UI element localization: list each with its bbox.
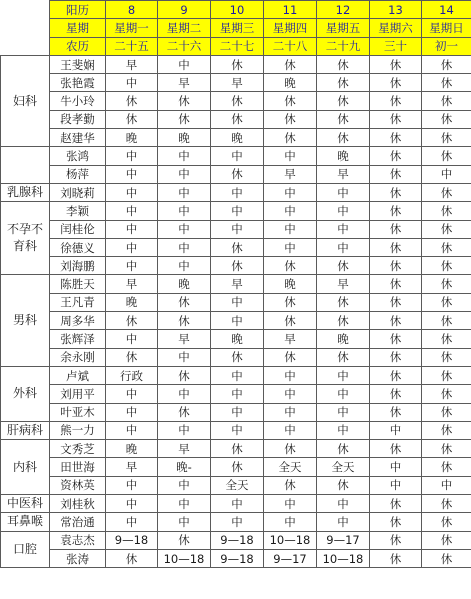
staff-name: 余永刚 [50,348,106,366]
shift-cell: 中 [264,220,317,238]
shift-cell: 中 [158,202,211,220]
shift-cell: 中 [158,385,211,403]
shift-cell: 休 [158,403,211,421]
staff-row [1,110,471,128]
staff-row [1,92,471,110]
shift-cell: 休 [264,55,317,73]
shift-cell: 休 [264,440,317,458]
shift-cell: 休 [422,293,471,311]
shift-cell: 9—18 [106,531,158,549]
shift-cell: 中 [106,202,158,220]
shift-cell: 休 [106,549,158,567]
shift-cell: 休 [422,366,471,384]
shift-cell: 晚 [317,330,370,348]
staff-name: 陈胜天 [50,275,106,293]
shift-cell: 中 [106,220,158,238]
shift-cell: 休 [422,312,471,330]
shift-cell: 中 [158,495,211,513]
shift-cell: 休 [264,92,317,110]
shift-cell: 中 [158,220,211,238]
shift-cell: 休 [317,74,370,92]
shift-cell: 休 [370,312,422,330]
staff-row [1,531,471,549]
shift-cell: 休 [370,495,422,513]
staff-row [1,312,471,330]
shift-cell: 中 [211,385,264,403]
shift-cell: 休 [370,92,422,110]
shift-cell: 早 [106,55,158,73]
shift-cell: 中 [106,238,158,256]
staff-name: 张艳霞 [50,74,106,92]
shift-cell: 中 [158,238,211,256]
shift-cell: 休 [370,202,422,220]
shift-cell: 休 [317,110,370,128]
staff-name: 赵建华 [50,129,106,147]
staff-name: 牛小玲 [50,92,106,110]
shift-cell: 休 [158,312,211,330]
header-day-cell: 星期二 [158,19,211,37]
shift-cell: 晚 [106,293,158,311]
staff-row [1,421,471,439]
shift-cell: 休 [264,348,317,366]
shift-cell: 中 [106,513,158,531]
staff-name: 王斐娴 [50,55,106,73]
staff-name: 杨萍 [50,165,106,183]
staff-row [1,202,471,220]
shift-cell: 休 [370,220,422,238]
shift-cell: 休 [158,293,211,311]
shift-cell: 休 [158,110,211,128]
shift-cell: 休 [317,293,370,311]
shift-cell: 中 [106,165,158,183]
staff-name: 刘用平 [50,385,106,403]
shift-cell: 休 [370,165,422,183]
shift-cell: 9—17 [264,549,317,567]
staff-row [1,74,471,92]
shift-cell: 中 [106,495,158,513]
shift-cell: 休 [422,202,471,220]
shift-cell: 休 [317,440,370,458]
shift-cell: 中 [106,385,158,403]
shift-cell: 休 [211,110,264,128]
shift-cell: 早 [106,275,158,293]
shift-cell: 中 [106,476,158,494]
staff-name: 张辉泽 [50,330,106,348]
staff-name: 周多华 [50,312,106,330]
shift-cell: 中 [211,495,264,513]
header-day-cell: 8 [106,1,158,19]
shift-cell: 休 [422,513,471,531]
shift-cell: 早 [211,74,264,92]
staff-row [1,257,471,275]
header-day-cell: 星期五 [317,19,370,37]
roster-body [1,1,471,568]
department-name: 肝病科 [1,421,50,439]
shift-cell: 休 [370,129,422,147]
shift-cell: 中 [211,202,264,220]
shift-cell: 休 [317,92,370,110]
shift-cell: 10—18 [264,531,317,549]
shift-cell: 休 [370,385,422,403]
staff-name: 田世海 [50,458,106,476]
header-row-label: 星期 [50,19,106,37]
shift-cell: 休 [422,403,471,421]
shift-cell: 休 [422,110,471,128]
shift-cell: 晚 [317,147,370,165]
staff-row [1,293,471,311]
shift-cell: 休 [422,531,471,549]
shift-cell: 中 [370,476,422,494]
shift-cell: 中 [264,403,317,421]
header-row-label: 阳历 [50,1,106,19]
shift-cell: 晚 [158,129,211,147]
header-day-cell: 12 [317,1,370,19]
shift-cell: 中 [264,183,317,201]
header-day-cell: 14 [422,1,471,19]
shift-cell: 中 [158,513,211,531]
shift-cell: 中 [264,366,317,384]
shift-cell: 休 [211,458,264,476]
shift-cell: 早 [264,330,317,348]
shift-cell: 休 [211,440,264,458]
shift-cell: 晚 [264,275,317,293]
staff-row [1,403,471,421]
shift-cell: 休 [422,55,471,73]
shift-cell: 休 [422,458,471,476]
shift-cell: 中 [211,293,264,311]
shift-cell: 休 [370,513,422,531]
shift-cell: 中 [317,403,370,421]
header-day-cell: 二十七 [211,37,264,55]
staff-row [1,440,471,458]
shift-cell: 中 [317,183,370,201]
shift-cell: 中 [211,147,264,165]
department-name: 妇科 [1,55,50,146]
shift-cell: 中 [106,257,158,275]
shift-cell: 中 [211,312,264,330]
shift-cell: 中 [106,183,158,201]
staff-row [1,330,471,348]
staff-row [1,129,471,147]
shift-cell: 休 [317,348,370,366]
shift-cell: 休 [211,92,264,110]
header-day-cell: 10 [211,1,264,19]
staff-name: 袁志杰 [50,531,106,549]
shift-cell: 早 [264,165,317,183]
shift-cell: 晚- [158,458,211,476]
shift-cell: 休 [370,110,422,128]
shift-cell: 晚 [211,129,264,147]
department-name: 外科 [1,366,50,421]
shift-cell: 休 [158,92,211,110]
header-day-cell: 二十九 [317,37,370,55]
shift-cell: 休 [370,531,422,549]
shift-cell: 休 [211,348,264,366]
shift-cell: 休 [422,440,471,458]
shift-cell: 休 [106,348,158,366]
shift-cell: 9—18 [211,549,264,567]
shift-cell: 休 [370,440,422,458]
staff-row [1,458,471,476]
staff-row [1,165,471,183]
staff-name: 常治通 [50,513,106,531]
shift-cell: 早 [317,165,370,183]
shift-cell: 休 [158,366,211,384]
shift-cell: 休 [422,275,471,293]
shift-cell: 休 [106,92,158,110]
shift-cell: 休 [211,257,264,275]
staff-name: 刘海鹏 [50,257,106,275]
header-row [1,1,471,19]
header-day-cell: 星期四 [264,19,317,37]
header-day-cell: 星期一 [106,19,158,37]
shift-cell: 中 [106,330,158,348]
shift-cell: 全天 [211,476,264,494]
shift-cell: 休 [422,238,471,256]
shift-cell: 9—18 [211,531,264,549]
shift-cell: 早 [317,275,370,293]
shift-cell: 中 [317,513,370,531]
header-day-cell: 星期日 [422,19,471,37]
shift-cell: 中 [264,238,317,256]
shift-cell: 休 [317,312,370,330]
shift-cell: 休 [422,183,471,201]
shift-cell: 中 [317,421,370,439]
shift-cell: 中 [158,165,211,183]
shift-cell: 休 [370,55,422,73]
department-name: 中医科 [1,495,50,513]
staff-row [1,385,471,403]
header-corner-blank [1,1,50,19]
header-row [1,37,471,55]
staff-row [1,183,471,201]
header-day-cell: 11 [264,1,317,19]
shift-cell: 中 [158,147,211,165]
staff-name: 资林英 [50,476,106,494]
shift-cell: 休 [422,147,471,165]
shift-cell: 休 [422,330,471,348]
department-name: 口腔 [1,531,50,568]
department-name: 乳腺科 [1,183,50,201]
staff-row [1,476,471,494]
header-day-cell: 初一 [422,37,471,55]
shift-cell: 休 [422,421,471,439]
shift-cell: 休 [370,348,422,366]
department-name: 内科 [1,440,50,495]
shift-cell: 休 [370,549,422,567]
shift-cell: 休 [370,275,422,293]
shift-cell: 休 [317,55,370,73]
staff-row [1,55,471,73]
shift-cell: 休 [422,549,471,567]
shift-cell: 中 [422,476,471,494]
shift-cell: 中 [317,202,370,220]
shift-cell: 早 [211,275,264,293]
shift-cell: 休 [422,495,471,513]
shift-cell: 10—18 [158,549,211,567]
shift-cell: 中 [317,238,370,256]
staff-row [1,366,471,384]
staff-name: 叶亚木 [50,403,106,421]
header-day-cell: 三十 [370,37,422,55]
shift-cell: 早 [158,330,211,348]
shift-cell: 中 [264,495,317,513]
shift-cell: 休 [264,312,317,330]
header-day-cell: 二十六 [158,37,211,55]
shift-cell: 休 [422,92,471,110]
header-corner-blank [1,37,50,55]
shift-cell: 休 [264,476,317,494]
shift-cell: 休 [422,220,471,238]
shift-cell: 中 [422,165,471,183]
department-name [1,147,50,184]
shift-cell: 休 [211,238,264,256]
staff-name: 张鸿 [50,147,106,165]
shift-cell: 中 [264,513,317,531]
shift-cell: 中 [158,55,211,73]
shift-cell: 休 [370,403,422,421]
department-name: 耳鼻喉 [1,513,50,531]
shift-cell: 休 [370,147,422,165]
header-day-cell: 二十八 [264,37,317,55]
staff-name: 文秀芝 [50,440,106,458]
shift-cell: 休 [264,110,317,128]
shift-cell: 休 [264,293,317,311]
shift-cell: 中 [264,202,317,220]
shift-cell: 中 [211,183,264,201]
shift-cell: 中 [317,366,370,384]
shift-cell: 休 [317,476,370,494]
header-day-cell: 星期六 [370,19,422,37]
shift-cell: 休 [422,129,471,147]
shift-cell: 中 [106,74,158,92]
staff-name: 段孝勤 [50,110,106,128]
shift-cell: 中 [317,495,370,513]
staff-name: 闰桂伦 [50,220,106,238]
header-day-cell: 星期三 [211,19,264,37]
shift-cell: 休 [370,183,422,201]
shift-cell: 休 [422,348,471,366]
shift-cell: 10—18 [317,549,370,567]
shift-cell: 全天 [264,458,317,476]
shift-cell: 晚 [264,74,317,92]
shift-cell: 休 [317,129,370,147]
shift-cell: 休 [422,257,471,275]
header-row [1,19,471,37]
staff-name: 王凡青 [50,293,106,311]
shift-cell: 晚 [211,330,264,348]
shift-cell: 中 [264,421,317,439]
shift-cell: 中 [211,366,264,384]
shift-cell: 晚 [158,275,211,293]
shift-cell: 中 [158,476,211,494]
staff-row [1,275,471,293]
shift-cell: 9—17 [317,531,370,549]
shift-cell: 中 [158,183,211,201]
shift-cell: 晚 [106,440,158,458]
staff-name: 熊一力 [50,421,106,439]
shift-cell: 休 [106,110,158,128]
shift-cell: 中 [264,385,317,403]
shift-cell: 休 [370,257,422,275]
shift-cell: 晚 [106,129,158,147]
shift-cell: 早 [106,458,158,476]
shift-cell: 中 [370,421,422,439]
staff-row [1,549,471,567]
staff-row [1,513,471,531]
shift-cell: 中 [317,220,370,238]
shift-cell: 中 [370,458,422,476]
staff-row [1,220,471,238]
shift-cell: 中 [211,403,264,421]
shift-cell: 中 [106,421,158,439]
shift-cell: 休 [370,238,422,256]
header-row-label: 农历 [50,37,106,55]
shift-cell: 休 [106,312,158,330]
shift-cell: 休 [370,74,422,92]
shift-cell: 中 [158,421,211,439]
department-name: 男科 [1,275,50,366]
shift-cell: 中 [158,257,211,275]
header-day-cell: 二十五 [106,37,158,55]
shift-cell: 中 [264,147,317,165]
shift-cell: 休 [370,330,422,348]
shift-cell: 休 [422,74,471,92]
shift-cell: 休 [264,257,317,275]
shift-cell: 早 [158,440,211,458]
shift-cell: 休 [211,55,264,73]
shift-cell: 中 [211,421,264,439]
shift-cell: 全天 [317,458,370,476]
staff-row [1,238,471,256]
header-day-cell: 13 [370,1,422,19]
shift-cell: 早 [158,74,211,92]
staff-name: 卢斌 [50,366,106,384]
shift-cell: 休 [422,385,471,403]
shift-cell: 中 [158,348,211,366]
shift-cell: 休 [158,531,211,549]
shift-cell: 休 [370,366,422,384]
staff-name: 李颖 [50,202,106,220]
staff-row [1,495,471,513]
shift-cell: 休 [264,129,317,147]
staff-name: 刘桂秋 [50,495,106,513]
shift-cell: 休 [317,257,370,275]
staff-row [1,147,471,165]
shift-cell: 中 [106,403,158,421]
shift-cell: 中 [211,220,264,238]
shift-cell: 休 [211,165,264,183]
department-name: 不孕不 育科 [1,202,50,275]
header-day-cell: 9 [158,1,211,19]
shift-cell: 行政 [106,366,158,384]
shift-cell: 中 [106,147,158,165]
shift-cell: 中 [211,513,264,531]
shift-cell: 中 [317,385,370,403]
staff-name: 徐德义 [50,238,106,256]
header-corner-blank [1,19,50,37]
staff-name: 张涛 [50,549,106,567]
staff-name: 刘晓莉 [50,183,106,201]
shift-cell: 休 [370,293,422,311]
staff-row [1,348,471,366]
